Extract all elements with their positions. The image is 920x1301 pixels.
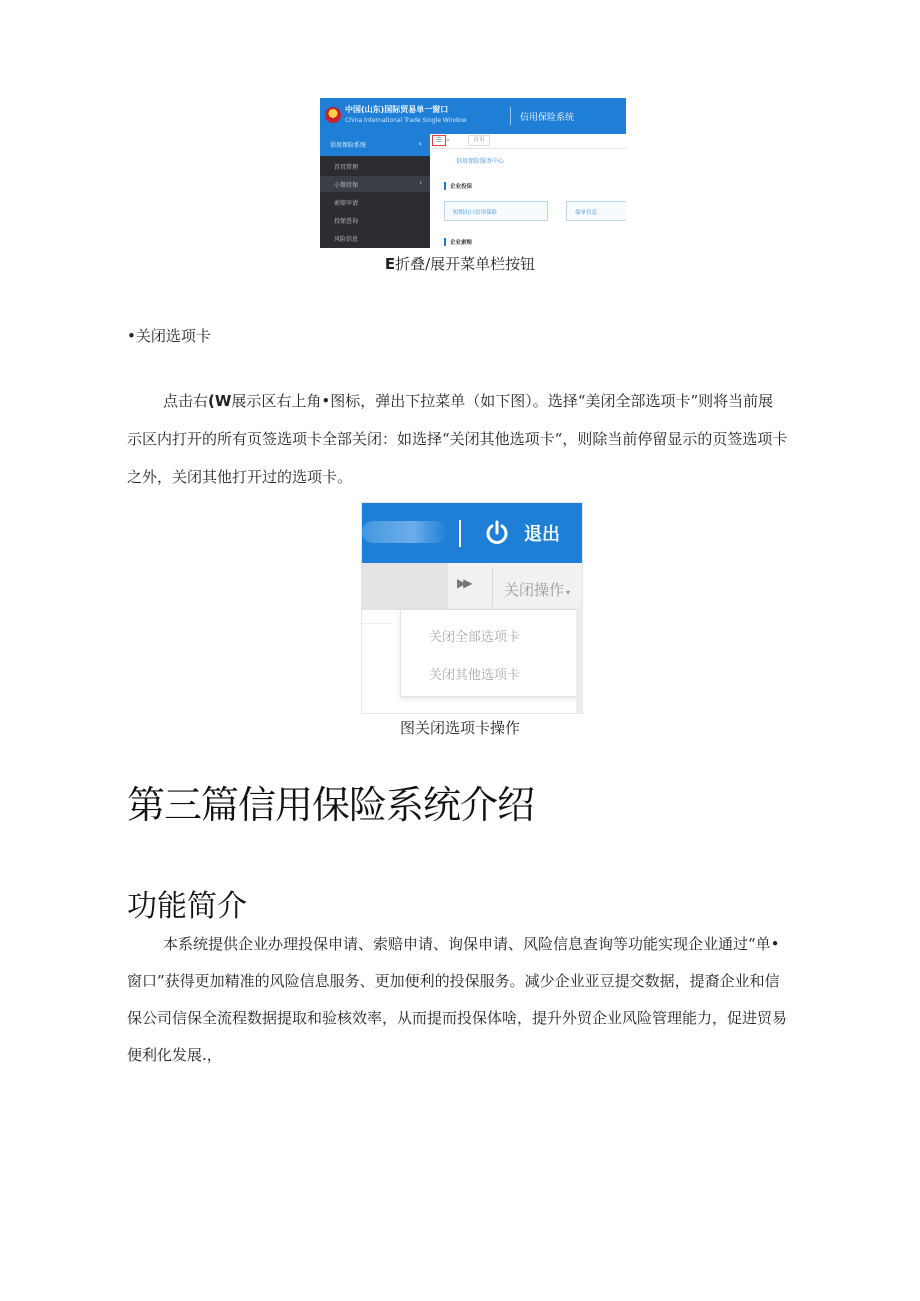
card-policy-info[interactable] xyxy=(566,201,626,221)
sidebar-item-query[interactable] xyxy=(320,212,430,228)
caption-prefix: E xyxy=(384,255,396,273)
intro-line: 窗口”获得更加精准的风险信息服务、更加便利的投保服务。减少企业亚豆提交数据，提裔企业和信 xyxy=(127,972,780,990)
card-label: 保单信息 xyxy=(575,210,598,216)
sidebar-item-micro-insure[interactable] xyxy=(320,176,430,192)
paragraph-line: 示区内打开的所有页签选项卡全部关闭：如选择“关闭其他选项卡“，则除当前停留显示的页签选项卡 xyxy=(127,430,788,448)
section-label-claim: 企业索赔 xyxy=(444,238,472,246)
section-title: 功能简介 xyxy=(127,889,247,924)
chapter-title: 第三篇信用保险系统介绍 xyxy=(127,783,535,827)
caption-text: 折叠/展开菜单栏按钮 xyxy=(395,255,536,273)
caret-down-icon: ▾ xyxy=(566,588,571,597)
card-label: 短期出口信用保险 xyxy=(453,210,498,216)
sidebar-item-label: 小微投保 xyxy=(334,182,359,189)
breadcrumb[interactable]: 信用保险服务中心 xyxy=(456,158,505,165)
sidebar-item-label: 索赔申请 xyxy=(334,200,359,207)
toolbar-divider xyxy=(492,567,493,607)
close-tab-screenshot xyxy=(361,502,583,714)
sidebar-item-label: 投保查询 xyxy=(334,218,359,225)
menu-item-close-all-tabs[interactable]: 关闭全部选项卡 xyxy=(429,630,521,645)
emblem-icon xyxy=(325,107,341,123)
brand-title-en: China International Trade Single Window xyxy=(345,117,467,124)
para-text: 展示区右上角•图标，弹出下拉菜单（如下图）。选择“美闭全部选项卡”则将当前展 xyxy=(231,392,774,410)
system-name: 信用保险系统 xyxy=(520,113,575,123)
intro-line: 保公司信保全流程数据提取和验核效率，从而提而投保体啥，提升外贸企业风险管理能力，促进贸易 xyxy=(127,1009,788,1027)
menu-toggle-button[interactable]: ☰ xyxy=(432,135,446,146)
top-bar-divider xyxy=(459,520,461,547)
chevron-left-icon: ‹ xyxy=(418,139,422,148)
paragraph-line: 之外，关闭其他打开过的选项卡。 xyxy=(127,468,353,486)
chevron-right-icon: › xyxy=(419,179,422,187)
scrollbar[interactable] xyxy=(576,609,582,714)
tab-back-icon[interactable]: « xyxy=(446,137,450,144)
sidebar-item-label: 首页管理 xyxy=(334,164,359,171)
brand-title-cn: 中国(山东)国际贸易单一窗口 xyxy=(345,105,449,114)
content-edge xyxy=(362,623,392,694)
bullet-heading-close-tab: •关闭选项卡 xyxy=(127,327,211,345)
para-text: 点击右 xyxy=(163,392,209,410)
fast-forward-icon[interactable]: ▶▶ xyxy=(457,576,470,590)
power-icon[interactable] xyxy=(482,518,512,548)
sidebar-item-home[interactable] xyxy=(320,158,430,174)
tab-home[interactable]: 首页 xyxy=(468,135,490,146)
figure-caption-1 xyxy=(0,253,920,274)
close-operations-label: 关闭操作 xyxy=(504,581,565,599)
para-bold: (W xyxy=(208,392,232,410)
menu-toggle-screenshot xyxy=(320,98,626,248)
tab-area xyxy=(362,563,448,609)
system-header-banner xyxy=(320,98,626,134)
section-label-insure: 企业投保 xyxy=(444,182,472,190)
sidebar-item-risk[interactable] xyxy=(320,230,430,246)
tab-bar xyxy=(430,134,626,149)
card-export-insurance[interactable] xyxy=(444,201,548,221)
user-name-blurred xyxy=(362,521,447,543)
logout-button[interactable]: 退出 xyxy=(524,524,560,545)
header-divider xyxy=(510,107,511,125)
paragraph-line xyxy=(163,383,773,419)
figure-caption-2: 图关闭选项卡操作 xyxy=(399,719,520,737)
menu-item-close-other-tabs[interactable]: 关闭其他选项卡 xyxy=(429,668,521,683)
sidebar-top-label: 信用保险系统 xyxy=(330,142,367,149)
sidebar-item-claim[interactable] xyxy=(320,194,430,210)
sidebar-menu xyxy=(320,134,430,248)
intro-line: 便利化发展.， xyxy=(127,1046,222,1064)
close-operations-dropdown[interactable] xyxy=(504,579,570,600)
sidebar-item-label: 风险信息 xyxy=(334,236,359,243)
intro-line: 本系统提供企业办理投保申请、索赔申请、询保申请、风险信息查询等功能实现企业通过“单• xyxy=(163,935,780,953)
sidebar-item-credit-insurance[interactable] xyxy=(320,134,430,156)
close-operations-menu xyxy=(400,610,583,697)
